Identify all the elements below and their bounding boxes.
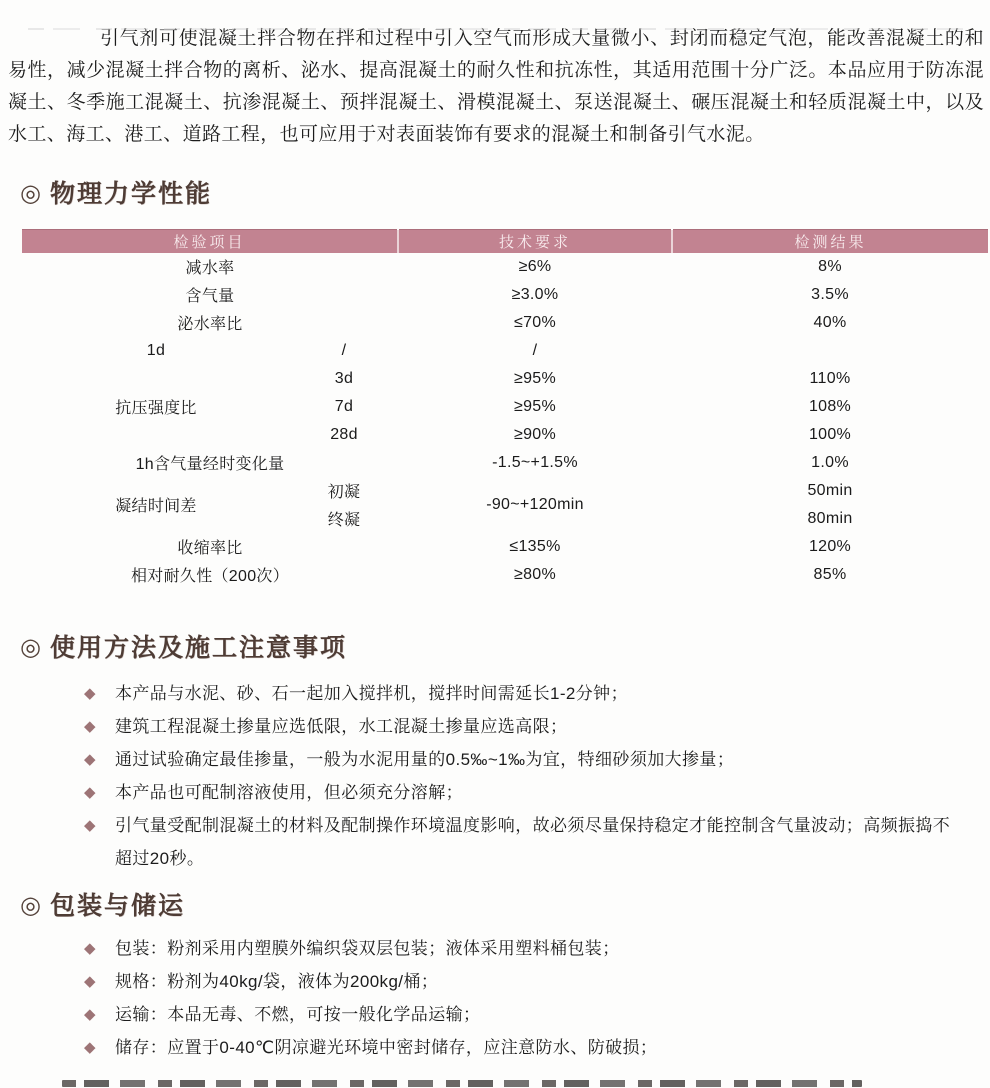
cell-result: 3.5% (811, 285, 849, 303)
section-marker-icon: ◎ (20, 180, 41, 207)
cell-requirement: ≤135% (509, 537, 561, 555)
cell-sub-item: 28d (330, 425, 358, 443)
diamond-bullet-icon: ◆ (84, 783, 96, 801)
cell-result: 80min (807, 509, 853, 527)
bullet-text: 包装：粉剂采用内塑膜外编织袋双层包装；液体采用塑料桶包装； (115, 938, 620, 958)
diamond-bullet-icon: ◆ (84, 972, 96, 990)
cell-item: 减水率 (185, 260, 235, 277)
list-item (0, 743, 990, 776)
list-item (0, 998, 990, 1031)
list-item (0, 1031, 990, 1064)
packaging-bullet-list (0, 932, 990, 1064)
cell-requirement: ≥90% (514, 425, 557, 443)
cell-sub-item: 1d (146, 341, 166, 359)
cell-result: 50min (807, 481, 853, 499)
cell-group-label: 凝结时间差 (115, 498, 197, 515)
bullet-text: 引气量受配制混凝土的材料及配制操作环境温度影响，故必须尽量保持稳定才能控制含气量波动；高频振捣不超过20秒。 (115, 815, 951, 868)
section-title-physical (20, 177, 990, 211)
cell-item: 泌水率比 (177, 316, 243, 333)
intro-paragraph: 引气剂可使混凝土拌合物在拌和过程中引入空气而形成大量微小、封闭而稳定气泡，能改善混凝土的和易性，减少混凝土拌合物的离析、泌水、提高混凝土的耐久性和抗冻性，其适用范围十分广泛。本品应用于防冻混凝土、冬季施工混凝土、抗渗混凝土、预拌混凝土、滑模混凝土、泵送混凝土、碾压混凝土和轻质混凝土中，以及水工、海工、港工、道路工程，也可应用于对表面装饰有要求的混凝土和制备引气水泥。 (8, 28, 984, 145)
cell-result: 100% (808, 425, 852, 443)
cell-group-label: 抗压强度比 (115, 400, 197, 417)
scan-artifact-top (28, 28, 963, 30)
diamond-bullet-icon: ◆ (84, 939, 96, 957)
table-row (22, 337, 988, 365)
document-page (0, 23, 990, 1088)
section-title-packaging (20, 889, 990, 923)
bullet-text: 规格：粉剂为40kg/袋，液体为200kg/桶； (115, 971, 439, 991)
cell-sub-item: 初凝 (327, 484, 361, 501)
table-row (22, 253, 988, 281)
table-row (22, 309, 988, 337)
section-title-usage (20, 631, 990, 665)
section-marker-icon: ◎ (20, 891, 41, 919)
table-header-row (22, 230, 988, 253)
table-row (22, 281, 988, 309)
section-title-text: 包装与储运 (49, 891, 185, 920)
list-item (0, 965, 990, 998)
cell-item: 收缩率比 (177, 540, 243, 557)
cell-result: 85% (813, 565, 847, 583)
cell-result: 120% (808, 537, 852, 555)
cell-result: 40% (813, 313, 847, 331)
cell-item: 相对耐久性（200次） (131, 568, 289, 585)
col-header-result: 检测结果 (672, 230, 988, 253)
cell-requirement: ≥95% (514, 397, 557, 415)
cell-result: / (532, 341, 538, 359)
cell-sub-item: 终凝 (327, 512, 361, 529)
list-item (0, 809, 990, 875)
cell-result: 1.0% (811, 453, 849, 471)
list-item (0, 932, 990, 965)
cell-result: 8% (818, 257, 842, 275)
diamond-bullet-icon: ◆ (84, 1005, 96, 1023)
bullet-text: 储存：应置于0-40℃阴凉避光环境中密封储存，应注意防水、防破损； (115, 1037, 658, 1057)
performance-table (22, 229, 988, 589)
section-marker-icon: ◎ (20, 633, 41, 661)
bullet-text: 建筑工程混凝土掺量应选低限，水工混凝土掺量应选高限； (115, 716, 568, 736)
cell-requirement: ≥80% (514, 565, 557, 583)
diamond-bullet-icon: ◆ (84, 750, 96, 768)
cell-requirement: -1.5~+1.5% (492, 453, 578, 471)
table-row (22, 533, 988, 561)
cell-result: 108% (808, 397, 852, 415)
bullet-text: 运输：本品无毒、不燃，可按一般化学品运输； (115, 1004, 481, 1024)
cut-off-text-line (62, 1080, 862, 1087)
section-title-text: 使用方法及施工注意事项 (49, 633, 347, 662)
list-item (0, 710, 990, 743)
table-row (22, 477, 988, 505)
cell-item: 含气量 (185, 288, 235, 305)
cell-requirement: ≥95% (514, 369, 557, 387)
cell-requirement: ≥3.0% (511, 285, 559, 303)
cell-item: 1h含气量经时变化量 (135, 456, 285, 473)
cell-requirement: -90~+120min (486, 495, 584, 513)
diamond-bullet-icon: ◆ (84, 816, 96, 834)
cell-requirement: / (341, 341, 347, 359)
list-item (0, 677, 990, 710)
table-row (22, 449, 988, 477)
diamond-bullet-icon: ◆ (84, 684, 96, 702)
cell-sub-item: 7d (334, 397, 354, 415)
bullet-text: 通过试验确定最佳掺量，一般为水泥用量的0.5‰~1‰为宜，特细砂须加大掺量； (115, 749, 735, 769)
usage-bullet-list (0, 677, 990, 875)
table-row (22, 365, 988, 393)
diamond-bullet-icon: ◆ (84, 717, 96, 735)
col-header-requirement: 技术要求 (398, 230, 672, 253)
diamond-bullet-icon: ◆ (84, 1038, 96, 1056)
bullet-text: 本产品与水泥、砂、石一起加入搅拌机，搅拌时间需延长1-2分钟； (115, 683, 628, 703)
cell-requirement: ≥6% (518, 257, 552, 275)
list-item (0, 776, 990, 809)
table-row (22, 561, 988, 589)
cell-sub-item: 3d (334, 369, 354, 387)
bullet-text: 本产品也可配制溶液使用，但必须充分溶解； (115, 782, 463, 802)
cell-result: 110% (809, 369, 851, 387)
section-title-text: 物理力学性能 (49, 180, 212, 208)
cell-requirement: ≤70% (514, 313, 557, 331)
col-header-item: 检验项目 (22, 230, 398, 253)
